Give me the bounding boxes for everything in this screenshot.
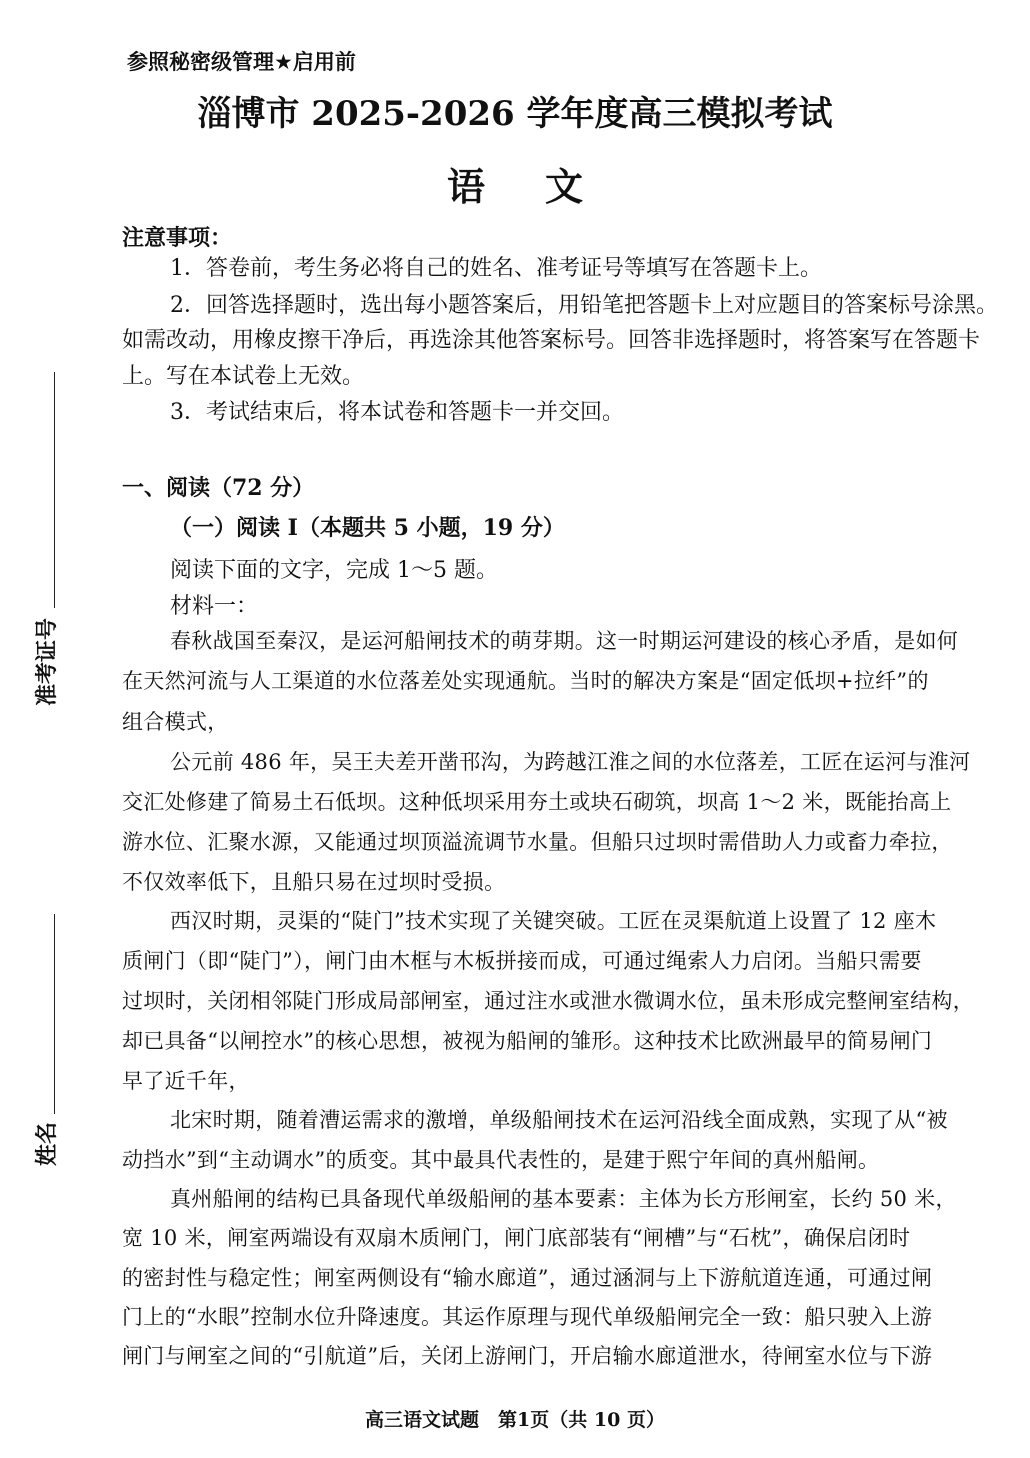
material-label: 材料一：: [170, 594, 259, 619]
passage-line: 却已具备“以闸控水”的核心思想，被视为船闸的雏形。这种技术比欧洲最早的简易闸门: [122, 1029, 933, 1053]
passage-line: 动挡水”到“主动调水”的质变。其中最具代表性的，是建于熙宁年间的真州船闸。: [122, 1148, 880, 1172]
passage-line: 公元前 486 年，吴王夫差开凿邗沟，为跨越江淮之间的水位落差，工匠在运河与淮河: [170, 750, 971, 774]
notice-line: 1．答卷前，考生务必将自己的姓名、准考证号等填写在答题卡上。: [170, 256, 822, 281]
notice-line: 如需改动，用橡皮擦干净后，再选涂其他答案标号。回答非选择题时，将答案写在答题卡: [122, 328, 981, 353]
exam-id-label: 准考证号: [35, 617, 60, 706]
passage-line: 在天然河流与人工渠道的水位落差处实现通航。当时的解决方案是“固定低坝+拉纤”的: [122, 669, 929, 693]
passage-line: 过坝时，关闭相邻陡门形成局部闸室，通过注水或泄水微调水位，虽未形成完整闸室结构，: [122, 989, 974, 1013]
subject-title: 语文: [446, 164, 643, 209]
passage-line: 春秋战国至秦汉，是运河船闸技术的萌芽期。这一时期运河建设的核心矛盾，是如何: [170, 629, 959, 653]
sub-section-heading: （一）阅读 I（本题共 5 小题，19 分）: [170, 515, 565, 541]
passage-line: 北宋时期，随着漕运需求的激增，单级船闸技术在运河沿线全面成熟，实现了从“被: [170, 1108, 948, 1132]
exam-title: 淄博市 2025-2026 学年度高三模拟考试: [197, 94, 833, 134]
notice-line: 2．回答选择题时，选出每小题答案后，用铅笔把答题卡上对应题目的答案标号涂黑。: [170, 293, 998, 318]
passage-line: 早了近千年，: [122, 1069, 250, 1093]
passage-line: 西汉时期，灵渠的“陡门”技术实现了关键突破。工匠在灵渠航道上设置了 12 座木: [170, 909, 937, 933]
passage-line: 游水位、汇聚水源，又能通过坝顶溢流调节水量。但船只过坝时需借助人力或畜力牵拉，: [122, 830, 953, 854]
notice-line: 3．考试结束后，将本试卷和答题卡一并交回。: [170, 400, 624, 425]
confidentiality-label: 参照秘密级管理★启用前: [127, 50, 356, 74]
notice-line: 上。写在本试卷上无效。: [122, 364, 365, 389]
passage-line: 宽 10 米，闸室两端设有双扇木质闸门，闸门底部装有“闸槽”与“石枕”，确保启闭时: [122, 1226, 911, 1250]
passage-line: 组合模式，: [122, 710, 229, 734]
page-footer: 高三语文试题 第1页（共 10 页）: [365, 1409, 665, 1431]
passage-line: 质闸门（即“陡门”），闸门由木框与木板拼接而成，可通过绳索人力启闭。当船只需要: [122, 949, 922, 973]
passage-line: 交汇处修建了简易土石低坝。这种低坝采用夯土或块石砌筑，坝高 1～2 米，既能抬高上: [122, 790, 952, 814]
exam-id-line: [54, 372, 55, 608]
name-label: 姓名: [35, 1121, 60, 1166]
notice-heading: 注意事项：: [122, 226, 233, 251]
passage-line: 真州船闸的结构已具备现代单级船闸的基本要素：主体为长方形闸室，长约 50 米，: [170, 1187, 957, 1211]
passage-line: 的密封性与稳定性；闸室两侧设有“输水廊道”，通过涵洞与上下游航道连通，可通过闸: [122, 1266, 933, 1290]
reading-instruction: 阅读下面的文字，完成 1～5 题。: [170, 558, 498, 583]
passage-line: 闸门与闸室之间的“引航道”后，关闭上游闸门，开启输水廊道泄水，待闸室水位与下游: [122, 1344, 933, 1368]
passage-line: 门上的“水眼”控制水位升降速度。其运作原理与现代单级船闸完全一致：船只驶入上游: [122, 1305, 933, 1329]
section-heading: 一、阅读（72 分）: [122, 475, 315, 501]
passage-line: 不仅效率低下，且船只易在过坝时受损。: [122, 870, 506, 894]
name-line: [54, 914, 55, 1114]
